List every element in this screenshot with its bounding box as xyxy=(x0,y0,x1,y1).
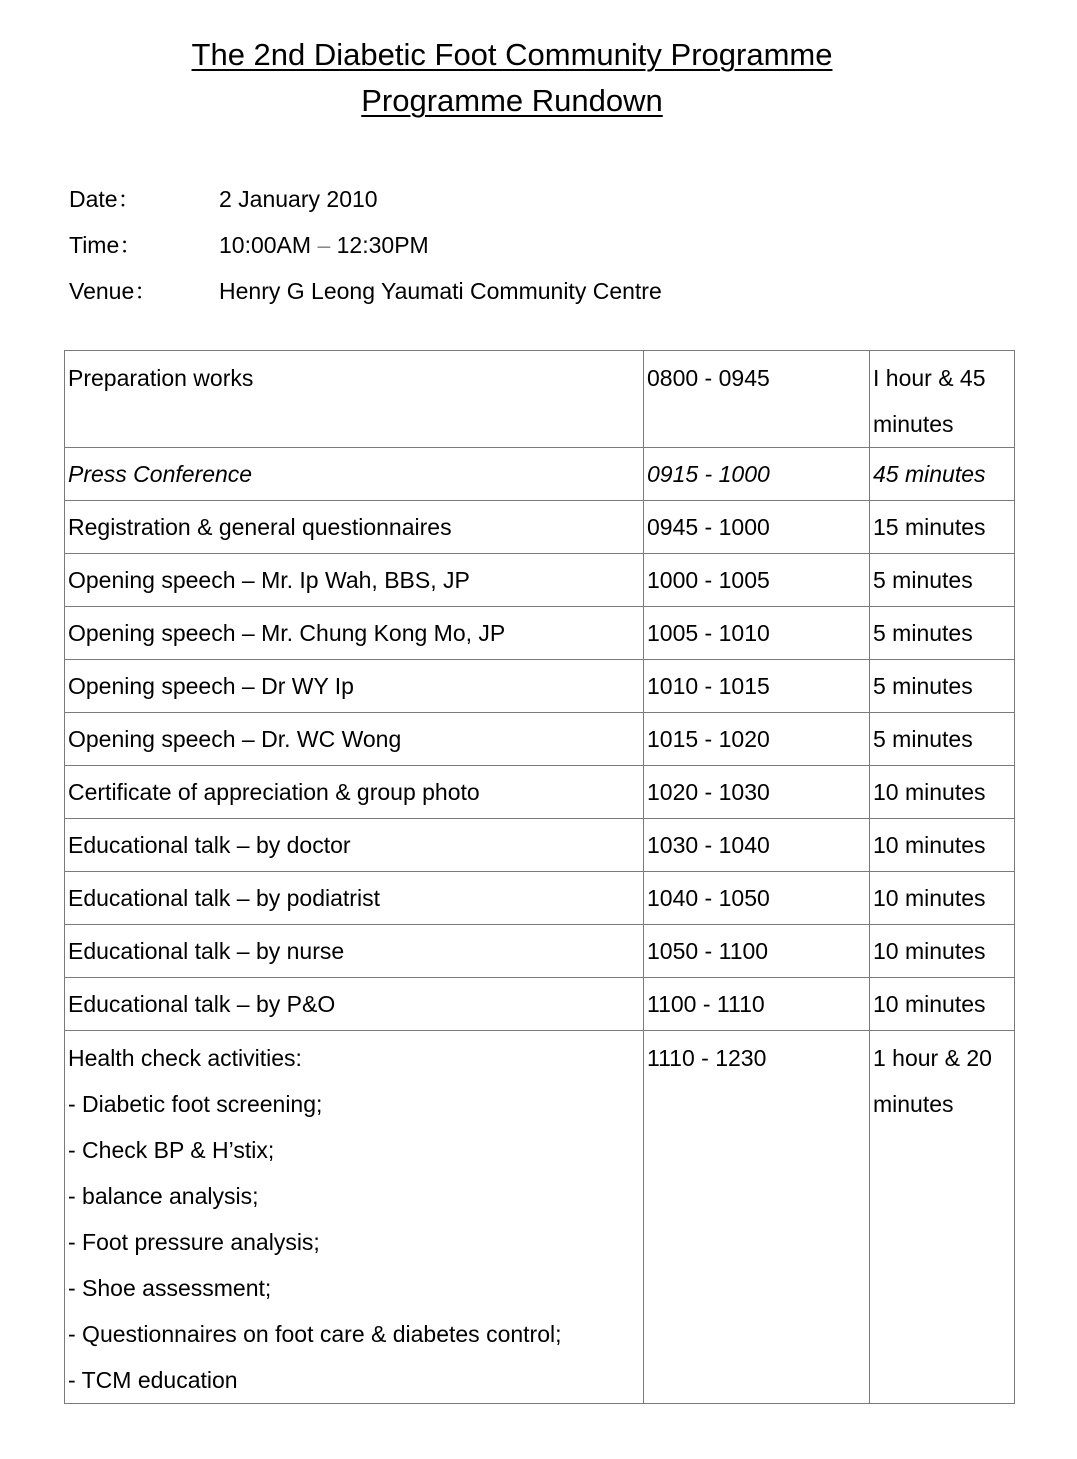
item-cell: Educational talk – by doctor xyxy=(65,819,644,872)
duration-cell: 5 minutes xyxy=(870,607,1015,660)
activity-list-item: - TCM education xyxy=(68,1367,238,1393)
item-cell: Opening speech – Dr. WC Wong xyxy=(65,713,644,766)
table-row xyxy=(65,925,1015,978)
duration-cell: 10 minutes xyxy=(870,978,1015,1031)
duration-line: minutes xyxy=(873,1091,954,1117)
table-row xyxy=(65,819,1015,872)
time-cell: 1010 - 1015 xyxy=(644,660,870,713)
activity-list-item: - Foot pressure analysis; xyxy=(68,1229,320,1255)
table-row xyxy=(65,607,1015,660)
duration-cell: 15 minutes xyxy=(870,501,1015,554)
activity-list-item: - Shoe assessment; xyxy=(68,1275,272,1301)
time-label: Time： xyxy=(69,232,143,258)
time-cell: 1100 - 1110 xyxy=(644,978,870,1031)
time-cell: 1110 - 1230 xyxy=(644,1031,870,1404)
duration-cell: 10 minutes xyxy=(870,766,1015,819)
table-row xyxy=(65,713,1015,766)
activity-list-item: - Questionnaires on foot care & diabetes control; xyxy=(68,1321,562,1347)
item-cell: Educational talk – by nurse xyxy=(65,925,644,978)
item-cell: Opening speech – Mr. Ip Wah, BBS, JP xyxy=(65,554,644,607)
duration-cell xyxy=(870,1031,1015,1404)
document-title: The 2nd Diabetic Foot Community Programme xyxy=(191,37,833,72)
duration-cell: 10 minutes xyxy=(870,925,1015,978)
table-row xyxy=(65,448,1015,501)
time-cell: 1000 - 1005 xyxy=(644,554,870,607)
time-cell: 0945 - 1000 xyxy=(644,501,870,554)
table-row xyxy=(65,978,1015,1031)
duration-cell: 45 minutes xyxy=(870,448,1015,501)
table-row xyxy=(65,766,1015,819)
date-value: 2 January 2010 xyxy=(219,186,378,212)
table-row xyxy=(65,554,1015,607)
time-cell: 1030 - 1040 xyxy=(644,819,870,872)
table-row xyxy=(65,501,1015,554)
time-end: 12:30PM xyxy=(336,232,429,258)
duration-cell: 10 minutes xyxy=(870,819,1015,872)
rundown-table xyxy=(64,350,1015,1404)
time-cell: 1005 - 1010 xyxy=(644,607,870,660)
activity-list-item: - Check BP & H’stix; xyxy=(68,1137,275,1163)
item-cell xyxy=(65,1031,644,1404)
duration-cell: 5 minutes xyxy=(870,713,1015,766)
time-cell: 1020 - 1030 xyxy=(644,766,870,819)
item-cell: Registration & general questionnaires xyxy=(65,501,644,554)
duration-line: 1 hour & 20 xyxy=(873,1045,992,1071)
activity-list-item: - balance analysis; xyxy=(68,1183,259,1209)
item-cell: Opening speech – Mr. Chung Kong Mo, JP xyxy=(65,607,644,660)
time-dash: – xyxy=(317,232,331,258)
duration-cell: 5 minutes xyxy=(870,660,1015,713)
time-cell: 0800 - 0945 xyxy=(644,351,870,448)
table-row xyxy=(65,872,1015,925)
duration-cell: 10 minutes xyxy=(870,872,1015,925)
venue-label: Venue： xyxy=(69,278,158,304)
date-label: Date： xyxy=(69,186,141,212)
time-cell: 1015 - 1020 xyxy=(644,713,870,766)
time-cell: 1040 - 1050 xyxy=(644,872,870,925)
venue-value: Henry G Leong Yaumati Community Centre xyxy=(219,278,662,304)
time-cell: 0915 - 1000 xyxy=(644,448,870,501)
duration-line: minutes xyxy=(873,411,954,437)
item-cell: Educational talk – by P&O xyxy=(65,978,644,1031)
table-row xyxy=(65,1031,1015,1404)
activity-heading: Health check activities: xyxy=(68,1045,302,1071)
meta-date xyxy=(69,181,378,214)
time-start: 10:00AM xyxy=(219,232,312,258)
item-cell: Press Conference xyxy=(65,448,644,501)
table-row xyxy=(65,351,1015,448)
item-cell: Preparation works xyxy=(65,351,644,448)
duration-line: I hour & 45 xyxy=(873,365,986,391)
item-cell: Opening speech – Dr WY Ip xyxy=(65,660,644,713)
time-cell: 1050 - 1100 xyxy=(644,925,870,978)
activity-list-item: - Diabetic foot screening; xyxy=(68,1091,323,1117)
table-row xyxy=(65,660,1015,713)
duration-cell xyxy=(870,351,1015,448)
document-subtitle: Programme Rundown xyxy=(361,83,663,118)
item-cell: Educational talk – by podiatrist xyxy=(65,872,644,925)
duration-cell: 5 minutes xyxy=(870,554,1015,607)
meta-venue xyxy=(69,273,662,306)
meta-time xyxy=(69,227,429,260)
item-cell: Certificate of appreciation & group photo xyxy=(65,766,644,819)
